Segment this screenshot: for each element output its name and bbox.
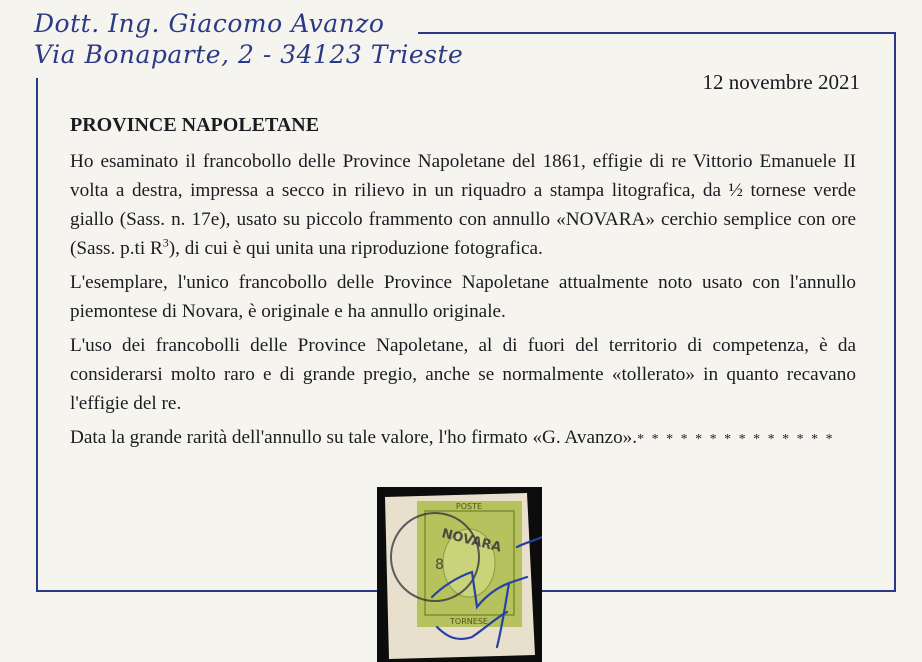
stamp-bottom-label: TORNESE — [450, 617, 488, 626]
stamp-photo-image — [377, 487, 542, 662]
paragraph-rarity: L'uso dei francobolli delle Province Napoletane, al di fuori del territorio di competenza, è da considerarsi molto raro e di grande pregio, anche se normalmente «tollerato» in quanto recavano l'effigie del re. — [70, 335, 856, 414]
certificate-date: 12 novembre 2021 — [702, 70, 860, 94]
paragraph-signature — [70, 423, 856, 454]
postmark-hour: 8 — [435, 557, 444, 573]
paragraph-authenticity: L'esemplare, l'unico francobollo delle Province Napoletane attualmente noto usato con l'annullo piemontese di Novara, è originale e ha annullo originale. — [70, 272, 856, 322]
paragraph-description-text: Ho esaminato il francobollo delle Province Napoletane del 1861, effigie di re Vittorio Emanuele II volta a destra, impressa a secco in rilievo in un riquadro a stampa litografica, da ½ tornese verde giallo (Sass. n. 17e), usato su piccolo frammento con annullo «NOVARA» cerchio semplice con ore (Sass. p.ti R — [70, 151, 856, 259]
paragraph-signature-text: Data la grande rarità dell'annullo su tale valore, l'ho firmato «G. Avanzo». — [70, 427, 638, 448]
star-filler: * * * * * * * * * * * * * * — [637, 432, 835, 447]
paragraph-description — [70, 147, 856, 263]
paragraph-description-end: ), di cui è qui unita una riproduzione fotografica. — [168, 238, 543, 259]
rarity-superscript: 3 — [162, 235, 169, 250]
certificate-heading: PROVINCE NAPOLETANE — [70, 114, 320, 136]
letterhead — [34, 8, 463, 70]
stamp-photo — [377, 487, 542, 662]
postmark-town: NOVARA — [440, 526, 503, 556]
stamp-top-label: POSTE — [455, 502, 483, 511]
certificate-body — [70, 147, 856, 459]
letterhead-name: Dott. Ing. Giacomo Avanzo — [34, 9, 385, 38]
letterhead-address: Via Bonaparte, 2 - 34123 Trieste — [34, 40, 464, 69]
